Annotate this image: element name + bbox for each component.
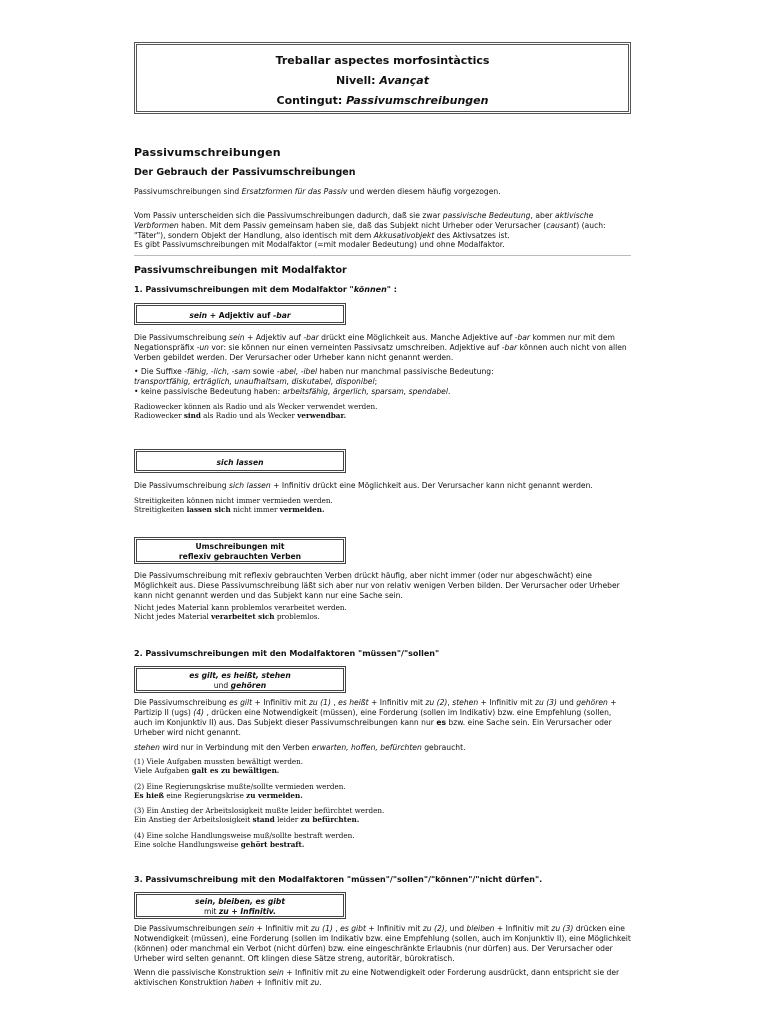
formula-box-sein-bar: sein + Adjektiv auf -bar xyxy=(134,303,346,325)
modal-title: Passivumschreibungen mit Modalfaktor xyxy=(134,265,347,276)
gebrauch-paragraph-1: Passivumschreibungen sind Ersatzformen für das Passiv und werden diesem häufig vorgezogen. xyxy=(134,187,501,196)
example-3: Nicht jedes Material kann problemlos verarbeitet werden. Nicht jedes Material verarbeitet sich problemlos. xyxy=(134,603,347,621)
content-value: Passivumschreibungen xyxy=(346,94,489,107)
suffix-paragraph: • Die Suffixe -fähig, -lich, -sam sowie -abel, -ibel haben nur manchmal passivische Bedeutung: transportfähig, erträglich, unaufhaltsam, diskutabel, disponibel; • keine passivische Bedeutung haben: arbeitsfähig, ärgerlich, sparsam, spendabel. xyxy=(134,367,494,396)
formula-box-sich-lassen: sich lassen xyxy=(134,449,346,473)
example-4-4: (4) Eine solche Handlungsweise muß/sollte bestraft werden. Eine solche Handlungsweise gehört bestraft. xyxy=(134,831,355,849)
section-2-title: 2. Passivumschreibungen mit den Modalfaktoren "müssen"/"sollen" xyxy=(134,649,440,658)
gebrauch-paragraph-3: Es gibt Passivumschreibungen mit Modalfaktor (=mit modaler Bedeutung) und ohne Modalfaktor. xyxy=(134,240,505,249)
section-divider xyxy=(134,255,631,256)
formula-box-es-gilt: es gilt, es heißt, stehen und gehören xyxy=(134,666,346,693)
section-1-title: 1. Passivumschreibungen mit dem Modalfaktor "können" : xyxy=(134,285,397,294)
header-level xyxy=(137,74,628,87)
header-box xyxy=(134,42,631,114)
gebrauch-title: Der Gebrauch der Passivumschreibungen xyxy=(134,167,356,178)
gebrauch-paragraph-2: Vom Passiv unterscheiden sich die Passivumschreibungen dadurch, daß sie zwar passivische Bedeutung, aber aktivische Verbformen haben. Mit dem Passiv gemeinsam haben sie, daß das Subjekt nicht Urheber oder Verursacher (causant) (auch: "Täter"), sondern Objekt der Handlung, also identisch mit dem Akkusativobjekt des Aktivsatzes ist. xyxy=(134,211,606,240)
content-label: Contingut: xyxy=(276,94,343,107)
sich-lassen-paragraph: Die Passivumschreibung sich lassen + Infinitiv drückt eine Möglichkeit aus. Der Verursacher kann nicht genannt werden. xyxy=(134,481,593,490)
example-4-2: (2) Eine Regierungskrise mußte/sollte vermieden werden. Es hieß eine Regierungskrise zu vermeiden. xyxy=(134,782,346,800)
header-content xyxy=(137,94,628,107)
es-gilt-paragraph: Die Passivumschreibung es gilt + Infinitiv mit zu (1) , es heißt + Infinitiv mit zu (2), stehen + Infinitiv mit zu (3) und gehören + Partizip II (ugs) (4) , drücken eine Notwendigkeit (müssen), eine Forderung (sollen im Indikativ) bzw. eine Empfehlung (sollen, auch im Konjunktiv II) aus. Das Subjekt dieser Passivumschreibungen kann nur es bzw. eine Sache sein. Ein Verursacher oder Urheber wird nicht genannt. xyxy=(134,698,617,737)
sein-bar-paragraph: Die Passivumschreibung sein + Adjektiv auf -bar drückt eine Möglichkeit aus. Manche Adjektive auf -bar kommen nur mit dem Negationspräfix -un vor: sie können nur einen verneinten Passivsatz umschreiben. Adjektive auf -bar können auch nicht von allen Verben gebildet werden. Der Verursacher oder Urheber kann nicht genannt werden. xyxy=(134,333,627,362)
formula-box-reflexiv: Umschreibungen mit reflexiv gebrauchten Verben xyxy=(134,537,346,564)
level-label: Nivell: xyxy=(336,74,376,87)
example-4-1: (1) Viele Aufgaben mussten bewältigt werden. Viele Aufgaben galt es zu bewältigen. xyxy=(134,757,304,775)
stehen-paragraph: stehen wird nur in Verbindung mit den Verben erwarten, hoffen, befürchten gebraucht. xyxy=(134,743,466,752)
reflexiv-paragraph: Die Passivumschreibung mit reflexiv gebrauchten Verben drückt häufig, aber nicht immer (oder nur abgeschwächt) eine Möglichkeit aus. Diese Passivumschreibung läßt sich aber nur von relativ wenigen Verben bilden. Der Verursacher oder Urheber kann nicht genannt werden und das Subjekt kann nur eine Sache sein. xyxy=(134,571,620,600)
example-1: Radiowecker können als Radio und als Wecker verwendet werden. Radiowecker sind als Radio und als Wecker verwendbar. xyxy=(134,402,378,420)
haben-paragraph: Wenn die passivische Konstruktion sein + Infinitiv mit zu eine Notwendigkeit oder Forderung ausdrückt, dann entspricht sie der aktivischen Konstruktion haben + Infinitiv mit zu. xyxy=(134,968,620,987)
sein-bleiben-paragraph: Die Passivumschreibungen sein + Infinitiv mit zu (1) , es gibt + Infinitiv mit zu (2), und bleiben + Infinitiv mit zu (3) drücken eine Notwendigkeit (müssen), eine Forderung (sollen im Indikativ bzw. eine Empfehlung (sollen, auch im Konjunktiv II), eine Möglichkeit (können) oder manchmal ein Verbot (nicht dürfen) bzw. eine eingeschränkte Erlaubnis (nur dürfen) aus. Der Verursacher oder Urheber wird selten genannt. Oft klingen diese Sätze streng, autoritär, bürokratisch. xyxy=(134,924,631,963)
level-value: Avançat xyxy=(379,74,429,87)
header-title: Treballar aspectes morfosintàctics xyxy=(275,54,490,67)
example-2: Streitigkeiten können nicht immer vermieden werden. Streitigkeiten lassen sich nicht immer vermeiden. xyxy=(134,496,333,514)
example-4-3: (3) Ein Anstieg der Arbeitslosigkeit mußte leider befürchtet werden. Ein Anstieg der Arbeitslosigkeit stand leider zu befürchten. xyxy=(134,806,385,824)
formula-box-sein-bleiben: sein, bleiben, es gibt mit zu + Infinitiv. xyxy=(134,892,346,919)
main-title: Passivumschreibungen xyxy=(134,146,281,159)
section-3-title: 3. Passivumschreibung mit den Modalfaktoren "müssen"/"sollen"/"können"/"nicht dürfen". xyxy=(134,875,543,884)
